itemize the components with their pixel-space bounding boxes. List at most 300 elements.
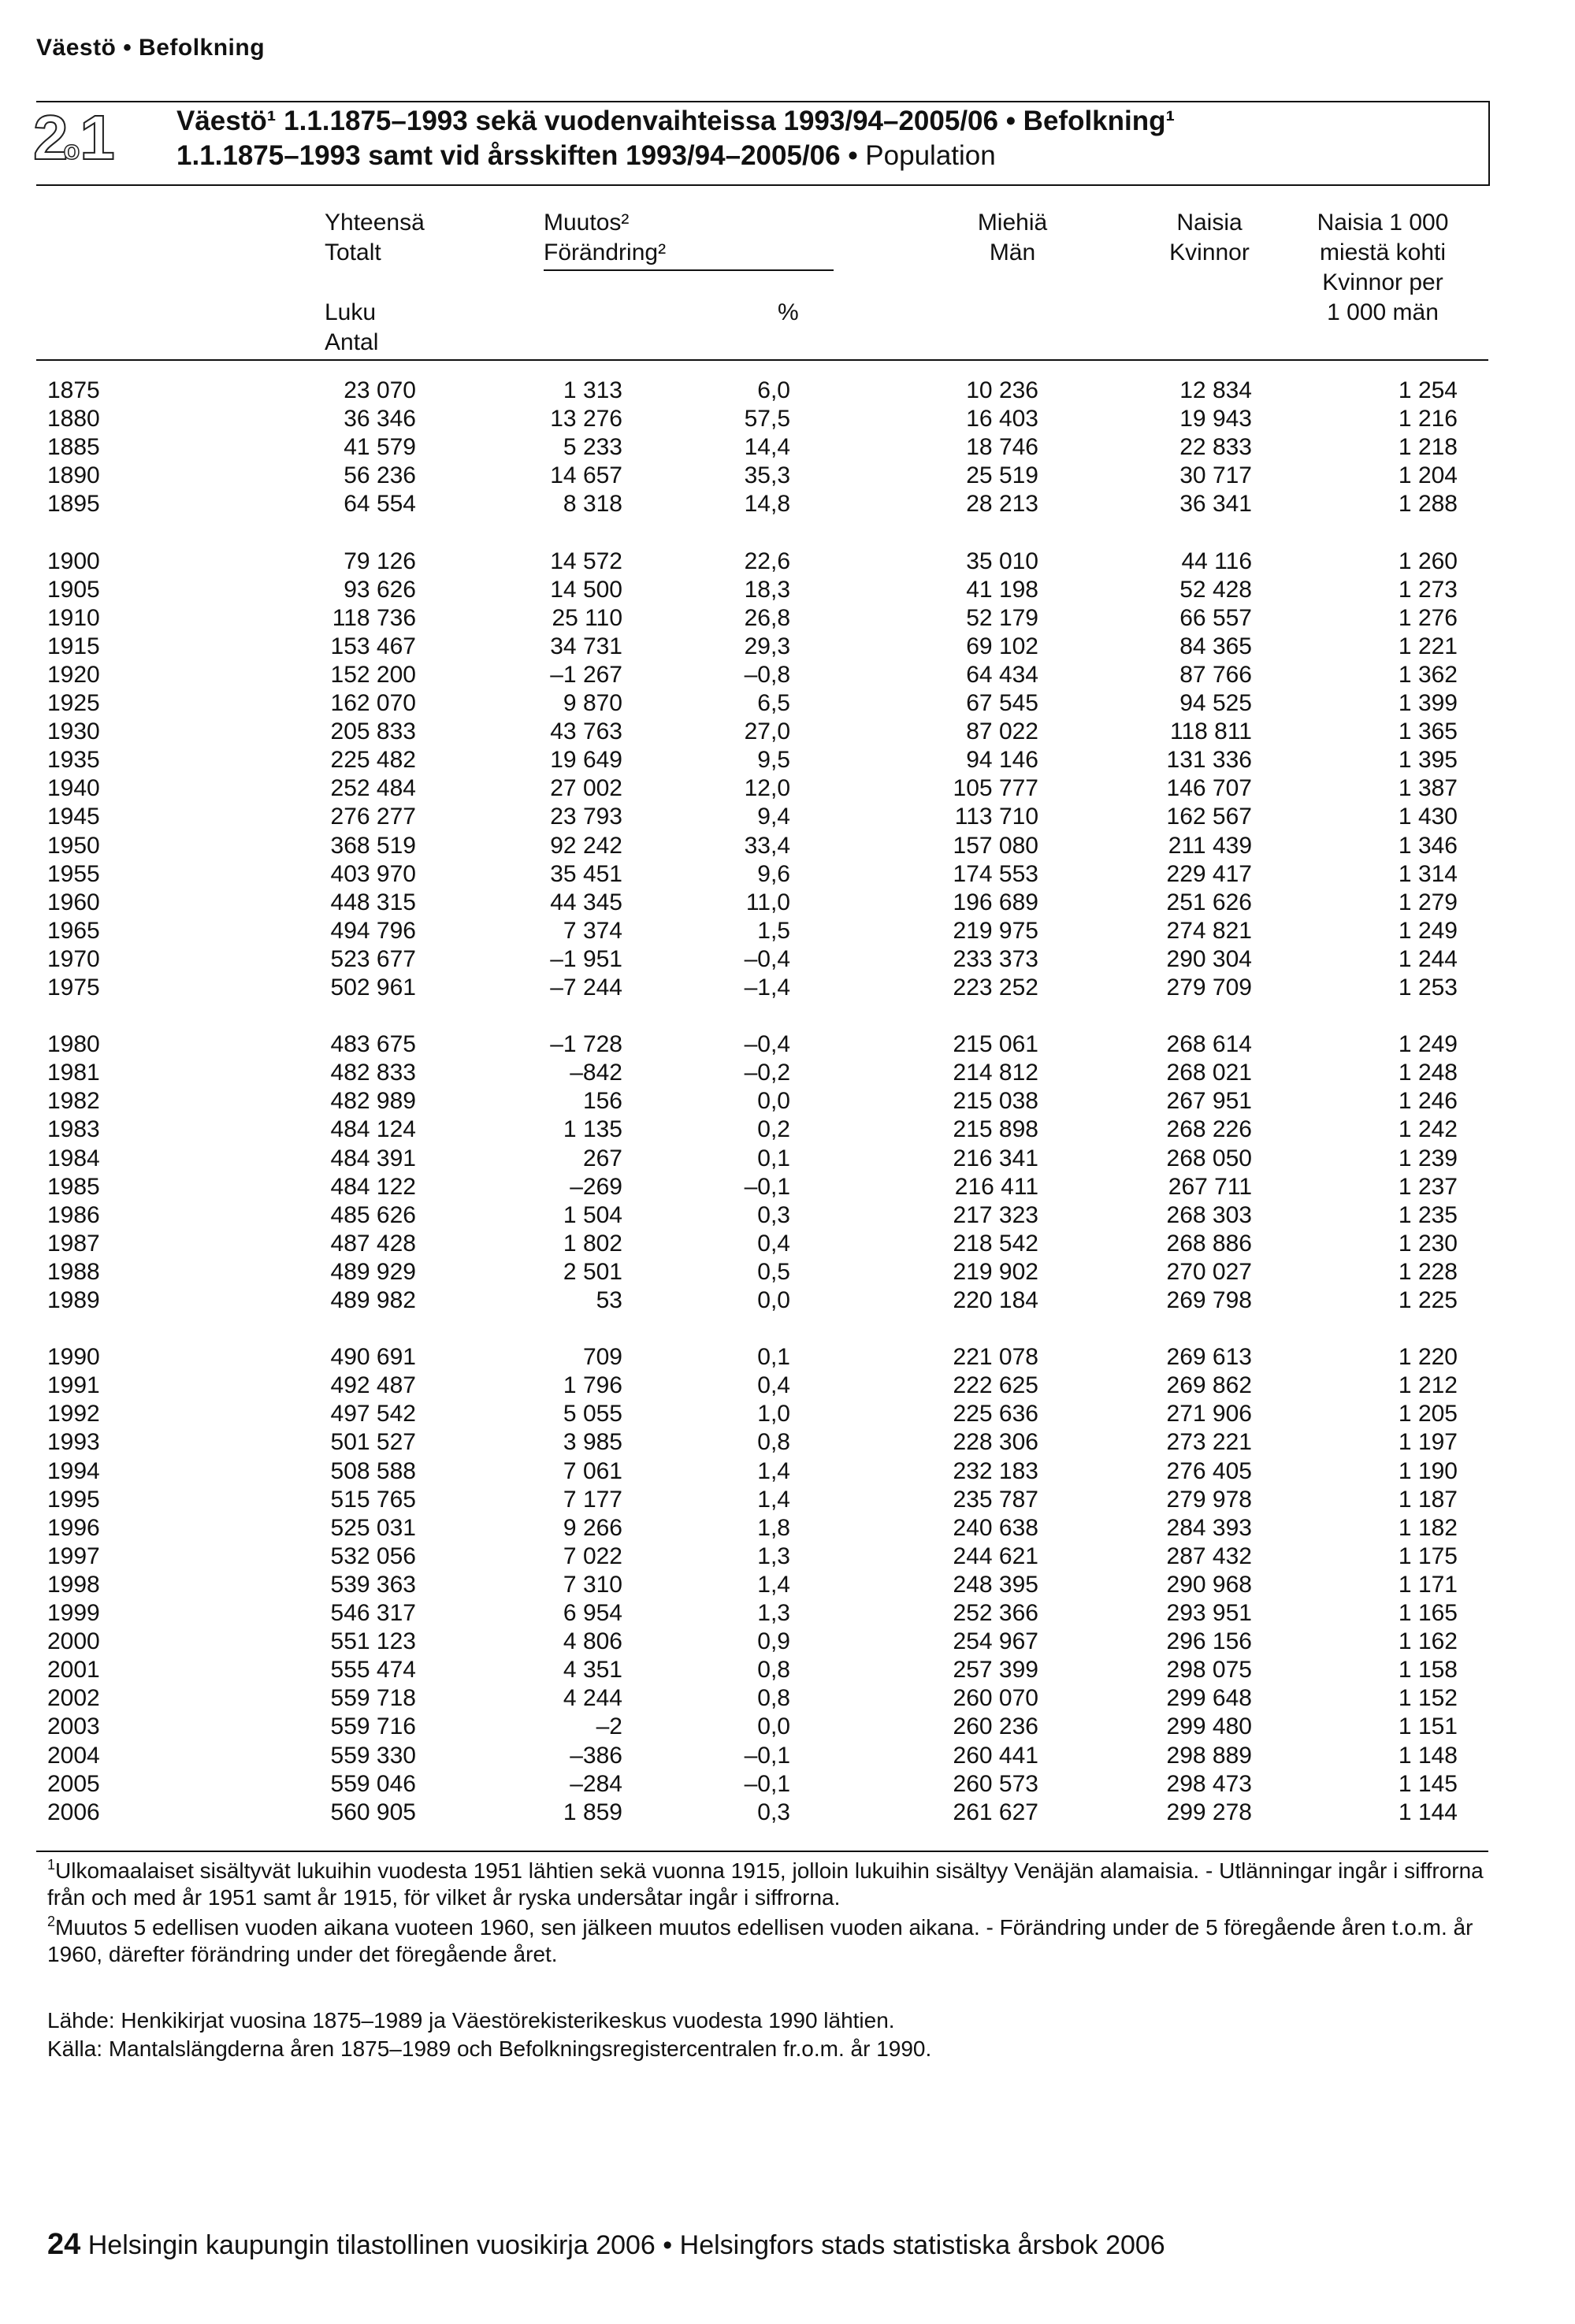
women-cell: 211 439 <box>1168 832 1252 859</box>
footnote-1-mark: 1 <box>47 1857 56 1873</box>
year-cell: 1975 <box>47 975 100 1001</box>
total-cell: 64 554 <box>344 491 416 518</box>
change-cell: 43 763 <box>550 718 622 745</box>
change-pct-cell: –1,4 <box>744 975 790 1001</box>
change-pct-cell: –0,1 <box>744 1742 790 1769</box>
women-cell: 162 567 <box>1166 804 1252 830</box>
year-cell: 1981 <box>47 1060 100 1086</box>
footer-text: Helsingin kaupungin tilastollinen vuosikirja 2006 • Helsingfors stads statistiska årsbok 2006 <box>87 2230 1165 2260</box>
change-cell: 14 572 <box>550 548 622 574</box>
men-cell: 174 553 <box>953 860 1038 887</box>
total-cell: 152 200 <box>330 661 416 688</box>
ratio-cell: 1 148 <box>1398 1742 1458 1769</box>
total-cell: 482 833 <box>330 1060 416 1086</box>
change-cell: 267 <box>582 1145 622 1171</box>
ratio-cell: 1 171 <box>1398 1571 1458 1598</box>
ratio-cell: 1 365 <box>1398 718 1458 745</box>
total-cell: 559 046 <box>330 1770 416 1797</box>
change-pct-cell: 12,0 <box>744 775 790 802</box>
women-cell: 276 405 <box>1166 1457 1252 1484</box>
year-cell: 1875 <box>47 377 100 403</box>
col-ratio-2: miestä kohti <box>1319 239 1447 265</box>
year-cell: 1915 <box>47 633 100 659</box>
ratio-cell: 1 212 <box>1398 1372 1458 1399</box>
men-cell: 28 213 <box>966 491 1038 518</box>
men-cell: 25 519 <box>966 462 1038 489</box>
total-cell: 492 487 <box>330 1372 416 1399</box>
col-count-sv: Antal <box>325 329 379 355</box>
ratio-cell: 1 216 <box>1398 406 1458 433</box>
change-cell: 1 796 <box>563 1372 622 1399</box>
table-row <box>0 860 1575 889</box>
change-cell: 1 504 <box>563 1201 622 1228</box>
change-pct-cell: 1,3 <box>757 1600 790 1626</box>
women-cell: 269 862 <box>1166 1372 1252 1399</box>
table-row <box>0 1799 1575 1827</box>
change-pct-cell: 0,0 <box>757 1088 790 1115</box>
table-number-sub: 1 <box>80 102 110 173</box>
ratio-cell: 1 152 <box>1398 1685 1458 1712</box>
ratio-cell: 1 145 <box>1398 1770 1458 1797</box>
ratio-cell: 1 190 <box>1398 1457 1458 1484</box>
ratio-cell: 1 314 <box>1398 860 1458 887</box>
change-pct-cell: 0,3 <box>757 1799 790 1825</box>
total-cell: 23 070 <box>344 377 416 403</box>
table-row <box>0 889 1575 917</box>
ratio-cell: 1 273 <box>1398 576 1458 603</box>
col-ratio-1: Naisia 1 000 <box>1317 210 1449 236</box>
men-cell: 240 638 <box>953 1514 1038 1541</box>
change-cell: 27 002 <box>550 775 622 802</box>
year-cell: 1945 <box>47 804 100 830</box>
total-cell: 41 579 <box>344 434 416 461</box>
table-row <box>0 1059 1575 1087</box>
women-cell: 274 821 <box>1166 917 1252 944</box>
change-pct-cell: 9,4 <box>757 804 790 830</box>
change-pct-cell: 29,3 <box>744 633 790 659</box>
women-cell: 293 951 <box>1166 1600 1252 1626</box>
men-cell: 216 341 <box>953 1145 1038 1171</box>
year-cell: 2004 <box>47 1742 100 1769</box>
table-row <box>0 576 1575 604</box>
women-cell: 269 613 <box>1166 1344 1252 1371</box>
women-cell: 268 614 <box>1166 1031 1252 1058</box>
total-cell: 494 796 <box>330 917 416 944</box>
year-cell: 1950 <box>47 832 100 859</box>
total-cell: 56 236 <box>344 462 416 489</box>
change-pct-cell: –0,2 <box>744 1060 790 1086</box>
women-cell: 287 432 <box>1166 1543 1252 1569</box>
women-cell: 268 050 <box>1166 1145 1252 1171</box>
year-cell: 1970 <box>47 945 100 972</box>
change-pct-cell: 0,8 <box>757 1657 790 1684</box>
ratio-cell: 1 288 <box>1398 491 1458 518</box>
women-cell: 94 525 <box>1179 690 1252 716</box>
year-cell: 1895 <box>47 491 100 518</box>
change-pct-cell: 0,8 <box>757 1685 790 1712</box>
table-row <box>0 1201 1575 1230</box>
table-row <box>0 1684 1575 1713</box>
change-cell: –1 728 <box>550 1031 622 1058</box>
ratio-cell: 1 187 <box>1398 1486 1458 1513</box>
women-cell: 299 480 <box>1166 1713 1252 1740</box>
ratio-cell: 1 249 <box>1398 1031 1458 1058</box>
change-pct-cell: 1,4 <box>757 1486 790 1513</box>
men-cell: 261 627 <box>953 1799 1038 1825</box>
total-cell: 485 626 <box>330 1201 416 1228</box>
ratio-cell: 1 225 <box>1398 1287 1458 1313</box>
women-cell: 44 116 <box>1181 548 1252 574</box>
change-pct-cell: 9,5 <box>757 747 790 774</box>
table-row <box>0 462 1575 490</box>
men-cell: 225 636 <box>953 1401 1038 1427</box>
footnote-2 <box>47 1914 1489 1968</box>
table-row <box>0 490 1575 518</box>
year-cell: 2003 <box>47 1713 100 1740</box>
table-number: 2o1 <box>33 102 110 173</box>
change-cell: 7 310 <box>563 1571 622 1598</box>
change-pct-cell: 33,4 <box>744 832 790 859</box>
total-cell: 153 467 <box>330 633 416 659</box>
ratio-cell: 1 239 <box>1398 1145 1458 1171</box>
col-ratio-4: 1 000 män <box>1327 299 1439 325</box>
men-cell: 215 898 <box>953 1116 1038 1143</box>
women-cell: 22 833 <box>1179 434 1252 461</box>
change-cell: 53 <box>596 1287 622 1313</box>
total-cell: 205 833 <box>330 718 416 745</box>
table-title-line1: Väestö¹ 1.1.1875–1993 sekä vuodenvaihteissa 1993/94–2005/06 • Befolkning¹ <box>176 106 1176 136</box>
total-cell: 36 346 <box>344 406 416 433</box>
col-women-sv: Kvinnor <box>1169 239 1250 265</box>
ratio-cell: 1 221 <box>1398 633 1458 659</box>
table-row <box>0 1343 1575 1372</box>
men-cell: 157 080 <box>953 832 1038 859</box>
women-cell: 267 951 <box>1166 1088 1252 1115</box>
men-cell: 220 184 <box>953 1287 1038 1313</box>
change-pct-cell: –0,4 <box>744 945 790 972</box>
women-cell: 52 428 <box>1179 576 1252 603</box>
women-cell: 36 341 <box>1179 491 1252 518</box>
footnote-1-text: Ulkomaalaiset sisältyvät lukuihin vuodesta 1951 lähtien sekä vuonna 1915, jolloin lukuihin sisältyy Venäjän alamaisia. - Utlänningar ingår i siffrorna från och med år 1951 samt år 1915, för vilket år ryska undersåtar ingår i siffrorna. <box>47 1858 1484 1910</box>
ratio-cell: 1 237 <box>1398 1173 1458 1200</box>
source-sv: Källa: Mantalslängderna åren 1875–1989 och Befolkningsregistercentralen fr.o.m. år 1990. <box>47 2036 932 2061</box>
page-footer <box>47 2228 1165 2262</box>
change-pct-cell: 1,8 <box>757 1514 790 1541</box>
men-cell: 214 812 <box>953 1060 1038 1086</box>
change-pct-cell: 35,3 <box>744 462 790 489</box>
total-cell: 560 905 <box>330 1799 416 1825</box>
change-cell: 34 731 <box>550 633 622 659</box>
men-cell: 219 902 <box>953 1258 1038 1285</box>
table-row <box>0 774 1575 803</box>
total-cell: 532 056 <box>330 1543 416 1569</box>
footnote-2-mark: 2 <box>47 1914 56 1929</box>
men-cell: 218 542 <box>953 1230 1038 1257</box>
change-cell: 14 657 <box>550 462 622 489</box>
change-pct-cell: 0,0 <box>757 1287 790 1313</box>
change-pct-cell: 6,0 <box>757 377 790 403</box>
women-cell: 273 221 <box>1166 1429 1252 1456</box>
change-pct-cell: 0,5 <box>757 1258 790 1285</box>
col-change-sv: Förändring² <box>544 239 667 265</box>
change-cell: –1 267 <box>550 661 622 688</box>
men-cell: 217 323 <box>953 1201 1038 1228</box>
change-cell: –1 951 <box>550 945 622 972</box>
women-cell: 267 711 <box>1168 1173 1252 1200</box>
table-row <box>0 746 1575 774</box>
section-header: Väestö • Befolkning <box>36 35 266 61</box>
ratio-cell: 1 387 <box>1398 775 1458 802</box>
ratio-cell: 1 158 <box>1398 1657 1458 1684</box>
change-header-rule <box>544 269 834 271</box>
table-row <box>0 633 1575 661</box>
men-cell: 260 070 <box>953 1685 1038 1712</box>
total-cell: 487 428 <box>330 1230 416 1257</box>
change-pct-cell: 0,3 <box>757 1201 790 1228</box>
men-cell: 260 236 <box>953 1713 1038 1740</box>
year-cell: 1880 <box>47 406 100 433</box>
change-pct-cell: 0,2 <box>757 1116 790 1143</box>
table-row <box>0 1145 1575 1173</box>
change-pct-cell: 1,0 <box>757 1401 790 1427</box>
men-cell: 215 038 <box>953 1088 1038 1115</box>
men-cell: 222 625 <box>953 1372 1038 1399</box>
ratio-cell: 1 144 <box>1398 1799 1458 1825</box>
total-cell: 225 482 <box>330 747 416 774</box>
col-total-fi: Yhteensä <box>325 210 425 236</box>
change-pct-cell: 9,6 <box>757 860 790 887</box>
total-cell: 276 277 <box>330 804 416 830</box>
women-cell: 299 278 <box>1166 1799 1252 1825</box>
total-cell: 555 474 <box>330 1657 416 1684</box>
total-cell: 489 929 <box>330 1258 416 1285</box>
change-cell: –284 <box>570 1770 622 1797</box>
table-row <box>0 1173 1575 1201</box>
year-cell: 1996 <box>47 1514 100 1541</box>
women-cell: 268 886 <box>1166 1230 1252 1257</box>
col-men-fi: Miehiä <box>977 210 1048 236</box>
table-row <box>0 1571 1575 1599</box>
total-cell: 93 626 <box>344 576 416 603</box>
total-cell: 448 315 <box>330 889 416 915</box>
men-cell: 254 967 <box>953 1628 1038 1655</box>
table-row <box>0 1713 1575 1741</box>
table-row <box>0 1116 1575 1144</box>
women-cell: 251 626 <box>1166 889 1252 915</box>
change-pct-cell: 14,8 <box>744 491 790 518</box>
total-cell: 501 527 <box>330 1429 416 1456</box>
total-cell: 525 031 <box>330 1514 416 1541</box>
year-cell: 1980 <box>47 1031 100 1058</box>
table-row <box>0 1030 1575 1059</box>
change-pct-cell: –0,8 <box>744 661 790 688</box>
table-row <box>0 1230 1575 1258</box>
change-cell: 6 954 <box>563 1600 622 1626</box>
year-cell: 1983 <box>47 1116 100 1143</box>
men-cell: 105 777 <box>953 775 1038 802</box>
total-cell: 546 317 <box>330 1600 416 1626</box>
total-cell: 502 961 <box>330 975 416 1001</box>
col-women-fi: Naisia <box>1176 210 1243 236</box>
women-cell: 270 027 <box>1166 1258 1252 1285</box>
change-pct-cell: 0,0 <box>757 1713 790 1740</box>
change-cell: 3 985 <box>563 1429 622 1456</box>
women-cell: 268 303 <box>1166 1201 1252 1228</box>
change-pct-cell: 1,3 <box>757 1543 790 1569</box>
year-cell: 1990 <box>47 1344 100 1371</box>
women-cell: 146 707 <box>1166 775 1252 802</box>
year-cell: 1985 <box>47 1173 100 1200</box>
change-cell: 7 022 <box>563 1543 622 1569</box>
total-cell: 482 989 <box>330 1088 416 1115</box>
table-row <box>0 1087 1575 1116</box>
year-cell: 1997 <box>47 1543 100 1569</box>
total-cell: 489 982 <box>330 1287 416 1313</box>
ratio-cell: 1 242 <box>1398 1116 1458 1143</box>
total-cell: 559 716 <box>330 1713 416 1740</box>
total-cell: 484 391 <box>330 1145 416 1171</box>
change-cell: 9 870 <box>563 690 622 716</box>
change-pct-cell: 14,4 <box>744 434 790 461</box>
year-cell: 1900 <box>47 548 100 574</box>
change-cell: 35 451 <box>550 860 622 887</box>
year-cell: 1890 <box>47 462 100 489</box>
total-cell: 484 122 <box>330 1173 416 1200</box>
change-cell: 709 <box>582 1344 622 1371</box>
change-pct-cell: 0,1 <box>757 1145 790 1171</box>
change-cell: –269 <box>570 1173 622 1200</box>
year-cell: 1920 <box>47 661 100 688</box>
change-cell: 7 061 <box>563 1457 622 1484</box>
change-pct-cell: 1,4 <box>757 1457 790 1484</box>
year-cell: 1965 <box>47 917 100 944</box>
change-pct-cell: 0,9 <box>757 1628 790 1655</box>
men-cell: 252 366 <box>953 1600 1038 1626</box>
table-row <box>0 1599 1575 1628</box>
change-pct-cell: –0,1 <box>744 1770 790 1797</box>
change-cell: 8 318 <box>563 491 622 518</box>
change-cell: 2 501 <box>563 1258 622 1285</box>
table-title-line2 <box>176 140 996 172</box>
women-cell: 279 709 <box>1166 975 1252 1001</box>
men-cell: 94 146 <box>966 747 1038 774</box>
total-cell: 162 070 <box>330 690 416 716</box>
year-cell: 2005 <box>47 1770 100 1797</box>
men-cell: 18 746 <box>966 434 1038 461</box>
change-cell: 25 110 <box>552 604 622 631</box>
women-cell: 269 798 <box>1166 1287 1252 1313</box>
change-pct-cell: 0,4 <box>757 1230 790 1257</box>
table-row <box>0 1372 1575 1400</box>
men-cell: 223 252 <box>953 975 1038 1001</box>
men-cell: 232 183 <box>953 1457 1038 1484</box>
change-cell: –7 244 <box>550 975 622 1001</box>
women-cell: 268 226 <box>1166 1116 1252 1143</box>
table-row <box>0 689 1575 718</box>
women-cell: 118 811 <box>1170 718 1252 745</box>
table-row <box>0 1543 1575 1571</box>
change-cell: 4 806 <box>563 1628 622 1655</box>
change-cell: 14 500 <box>550 576 622 603</box>
ratio-cell: 1 228 <box>1398 1258 1458 1285</box>
col-ratio-3: Kvinnor per <box>1322 269 1443 295</box>
men-cell: 10 236 <box>966 377 1038 403</box>
year-cell: 1987 <box>47 1230 100 1257</box>
year-cell: 1998 <box>47 1571 100 1598</box>
change-cell: 92 242 <box>550 832 622 859</box>
change-pct-cell: –0,4 <box>744 1031 790 1058</box>
table-row <box>0 405 1575 433</box>
total-cell: 523 677 <box>330 945 416 972</box>
ratio-cell: 1 205 <box>1398 1401 1458 1427</box>
change-pct-cell: 0,1 <box>757 1344 790 1371</box>
ratio-cell: 1 230 <box>1398 1230 1458 1257</box>
change-cell: 4 244 <box>563 1685 622 1712</box>
men-cell: 69 102 <box>966 633 1038 659</box>
women-cell: 298 075 <box>1166 1657 1252 1684</box>
ratio-cell: 1 276 <box>1398 604 1458 631</box>
men-cell: 41 198 <box>966 576 1038 603</box>
col-change-fi: Muutos² <box>544 210 630 236</box>
men-cell: 215 061 <box>953 1031 1038 1058</box>
table-row <box>0 1457 1575 1486</box>
year-cell: 1991 <box>47 1372 100 1399</box>
ratio-cell: 1 244 <box>1398 945 1458 972</box>
ratio-cell: 1 220 <box>1398 1344 1458 1371</box>
ratio-cell: 1 430 <box>1398 804 1458 830</box>
men-cell: 113 710 <box>954 804 1038 830</box>
footnote-1 <box>47 1858 1489 1911</box>
table-row <box>0 1400 1575 1428</box>
men-cell: 260 441 <box>953 1742 1038 1769</box>
men-cell: 228 306 <box>953 1429 1038 1456</box>
men-cell: 52 179 <box>966 604 1038 631</box>
ratio-cell: 1 249 <box>1398 917 1458 944</box>
women-cell: 268 021 <box>1166 1060 1252 1086</box>
year-cell: 1993 <box>47 1429 100 1456</box>
ratio-cell: 1 246 <box>1398 1088 1458 1115</box>
year-cell: 1994 <box>47 1457 100 1484</box>
table-row <box>0 945 1575 974</box>
change-pct-cell: 11,0 <box>745 889 790 915</box>
total-cell: 497 542 <box>330 1401 416 1427</box>
header-bottom-rule <box>36 359 1488 361</box>
men-cell: 244 621 <box>953 1543 1038 1569</box>
table-row <box>0 1628 1575 1656</box>
women-cell: 298 473 <box>1166 1770 1252 1797</box>
ratio-cell: 1 395 <box>1398 747 1458 774</box>
ratio-cell: 1 165 <box>1398 1600 1458 1626</box>
table-row <box>0 548 1575 576</box>
page-number: 24 <box>47 2228 81 2261</box>
table-row <box>0 974 1575 1002</box>
year-cell: 1930 <box>47 718 100 745</box>
table-row <box>0 433 1575 462</box>
table-row <box>0 1258 1575 1286</box>
ratio-cell: 1 399 <box>1398 690 1458 716</box>
year-cell: 1940 <box>47 775 100 802</box>
women-cell: 19 943 <box>1179 406 1252 433</box>
change-pct-cell: –0,1 <box>744 1173 790 1200</box>
change-cell: 5 055 <box>563 1401 622 1427</box>
table-bottom-rule <box>36 1851 1488 1852</box>
men-cell: 221 078 <box>953 1344 1038 1371</box>
change-cell: 5 233 <box>563 434 622 461</box>
col-count-header <box>325 298 378 358</box>
change-cell: 9 266 <box>563 1514 622 1541</box>
change-pct-cell: 26,8 <box>744 604 790 631</box>
ratio-cell: 1 162 <box>1398 1628 1458 1655</box>
